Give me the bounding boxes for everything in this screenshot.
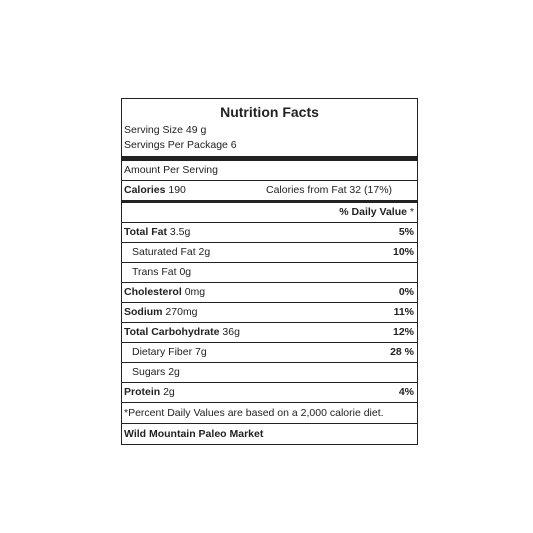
nutrient-label: Sugars: [132, 366, 166, 378]
serving-size: Serving Size 49 g: [124, 124, 207, 136]
daily-value-star: *: [409, 206, 414, 218]
calories-value: 190: [168, 184, 186, 196]
nutrient-pct: 0%: [398, 286, 414, 298]
nutrient-pct: 12%: [392, 326, 414, 338]
nutrient-amount: 0mg: [184, 286, 206, 298]
nutrient-row-cholesterol: [122, 283, 417, 303]
brand-name: Wild Mountain Paleo Market: [124, 428, 264, 440]
nutrient-pct: 4%: [398, 386, 414, 398]
servings-per-package: Servings Per Package 6: [124, 139, 237, 151]
nutrient-amount: 36g: [222, 326, 240, 338]
footnote: *Percent Daily Values are based on a 2,000 calorie diet.: [122, 403, 417, 424]
amount-per-serving: Amount Per Serving: [124, 164, 218, 176]
nutrient-amount: 0g: [179, 266, 192, 278]
calories-row: [122, 181, 417, 200]
amount-per-serving-row: [122, 161, 417, 181]
daily-value-header: % Daily Value: [339, 206, 407, 218]
nutrient-amount: 2g: [168, 366, 180, 378]
nutrient-row-total-fat: [122, 223, 417, 243]
nutrient-pct: 5%: [398, 226, 414, 238]
nutrient-row-protein: [122, 383, 417, 403]
nutrient-label: Total Fat: [124, 226, 167, 238]
nutrient-amount: 270mg: [165, 306, 198, 318]
nutrient-row-total-carbohydrate: [122, 323, 417, 343]
nutrient-pct: 10%: [392, 246, 414, 258]
nutrient-pct: 11%: [393, 306, 414, 318]
calories-label: Calories: [124, 184, 166, 196]
label-title: Nutrition Facts: [220, 104, 319, 120]
nutrient-amount: 7g: [195, 346, 207, 358]
nutrient-label: Sodium: [124, 306, 163, 318]
nutrient-label: Saturated Fat: [132, 246, 196, 258]
nutrient-amount: 2g: [198, 246, 211, 258]
nutrient-label: Total Carbohydrate: [124, 326, 220, 338]
nutrient-label: Dietary Fiber: [132, 346, 193, 358]
nutrient-row-sugars: [122, 363, 417, 383]
nutrient-row-dietary-fiber: [122, 343, 417, 363]
nutrient-label: Protein: [124, 386, 161, 398]
nutrient-label: Trans Fat: [132, 266, 177, 278]
nutrient-row-sodium: [122, 303, 417, 323]
nutrition-label: [121, 98, 418, 445]
nutrient-row-saturated-fat: [122, 243, 417, 263]
nutrient-row-trans-fat: [122, 263, 417, 283]
nutrient-label: Cholesterol: [124, 286, 182, 298]
nutrient-pct: 28 %: [390, 346, 414, 358]
nutrient-amount: 2g: [163, 386, 175, 398]
nutrient-amount: 3.5g: [169, 226, 191, 238]
calories-from-fat: Calories from Fat 32 (17%): [266, 184, 393, 196]
daily-value-header-row: [122, 203, 417, 223]
